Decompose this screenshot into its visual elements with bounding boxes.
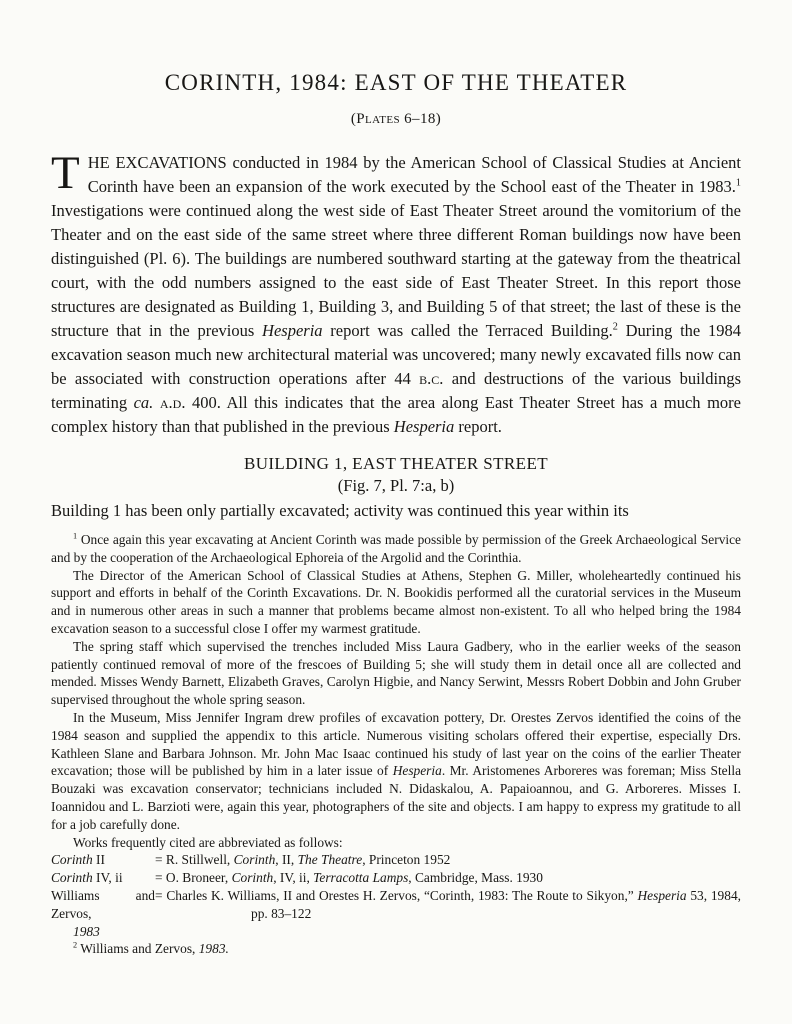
citation-abbreviation: [51, 851, 155, 869]
page-title: CORINTH, 1984: EAST OF THE THEATER: [164, 70, 628, 95]
citation-abbreviation-line1: Corinth IV, ii: [51, 870, 123, 886]
citation-definition: = R. Stillwell, Corinth, II, The Theatre, Princeton 1952: [155, 852, 451, 868]
citation-definition: = Charles K. Williams, II and Orestes H. Zervos, “Corinth, 1983: The Route to Sikyon,” Hesperia 53, 1984, pp. 83–122: [155, 887, 741, 921]
works-citation-row: [51, 887, 741, 940]
intro-paragraph: [51, 147, 741, 439]
section-subheading: (Fig. 7, Pl. 7:a, b): [337, 476, 455, 495]
section-paragraph: Building 1 has been only partially excavated; activity was continued this year within its: [51, 501, 629, 520]
drop-cap: T: [51, 147, 80, 199]
citation-abbreviation-line2: 1983: [73, 923, 100, 939]
footnote-2: $^2$ Williams and Zervos, 1983.: [73, 940, 229, 957]
citation-definition: = O. Broneer, Corinth, IV, ii, Terracotta Lamps, Cambridge, Mass. 1930: [155, 870, 543, 886]
footnote-1-paragraph-4: In the Museum, Miss Jennifer Ingram drew profiles of excavation pottery, Dr. Orestes Zervos identified the coins of the 1984 season and supplied the appendix to this article. Numerous visiting scholars offered their expertise, especially Drs. Kathleen Slane and Barbara Johnson. Mr. John Mac Isaac continued his study of last year on the coins of the earlier Theater excavation; those will be published by him in a later issue of Hesperia. Mr. Aristomenes Arboreres was foreman; Miss Stella Bouzaki was excavation conservator; technicians included N. Didaskalou, A. Papaioannou, and G. Arboreres. Misses I. Ioannidou and L. Barzioti were, again this year, photographers of the site and objects. I am happy to express my gratitude to all for a job carefully done.: [51, 709, 742, 832]
citation-abbreviation: [51, 887, 155, 940]
intro-text: HE EXCAVATIONS conducted in 1984 by the American School of Classical Studies at Ancient Corinth have been an expansion of the work executed by the School east of the Theater in 1983.$^1$ Investigations were continued along the west side of East Theater Street around the vomitorium of the Theater and on the east side of the same street where three different Roman buildings now have been distinguished (Pl. 6). The buildings are numbered southward starting at the gateway from the theatrical court, with the odd numbers assigned to the east side of East Theater Street. In this report those structures are designated as Building 1, Building 3, and Building 5 of that street; the last of these is the structure that in the previous Hesperia report was called the Terraced Building.$^2$ During the 1984 excavation season much new architectural material was uncovered; many newly excavated fills now can be associated with construction operations after 44 b.c. and destructions of the various buildings terminating ca. a.d. 400. All this indicates that the area along East Theater Street has a much more complex history than that published in the previous Hesperia report.: [51, 153, 741, 436]
works-cited-list: [51, 851, 741, 940]
footnote-1-paragraph-3: The spring staff which supervised the trenches included Miss Laura Gadbery, who in the earlier weeks of the season patiently continued removal of more of the frescoes of Building 5; she will study them in detail once all are collected and mended. Misses Wendy Barnett, Elizabeth Graves, Carolyn Higbie, and Nancy Serwint, Messrs Robert Dobbin and John Gruber supervised throughout the whole spring season.: [51, 638, 741, 708]
section-heading: BUILDING 1, EAST THEATER STREET: [243, 454, 549, 473]
citation-abbreviation: [51, 869, 155, 887]
citation-abbreviation-line1: Corinth II: [51, 852, 105, 868]
works-citation-row: [51, 869, 741, 887]
citation-abbreviation-line1: Williams and Zervos,: [51, 887, 155, 921]
works-cited-intro: Works frequently cited are abbreviated as follows:: [73, 834, 343, 850]
footnote-1-paragraph-1: $^1$ Once again this year excavating at Ancient Corinth was made possible by permission of the Greek Archaeological Service and by the cooperation of the Archaeological Ephoreia of the Argolid and the Corinthia.: [51, 531, 741, 565]
works-citation-row: [51, 851, 741, 869]
footnote-1-paragraph-2: The Director of the American School of Classical Studies at Athens, Stephen G. Miller, wholeheartedly continued his support and efforts in behalf of the Corinth Excavations. Dr. N. Bookidis performed all the curatorial services in the Museum and in numerous other areas in such a manner that problems became almost non-existent. To all who helped bring the 1984 excavation season to a successful close I offer my warmest gratitude.: [51, 567, 741, 636]
plates-subtitle: (Plates 6–18): [350, 111, 442, 127]
footnotes-block: [51, 531, 741, 958]
